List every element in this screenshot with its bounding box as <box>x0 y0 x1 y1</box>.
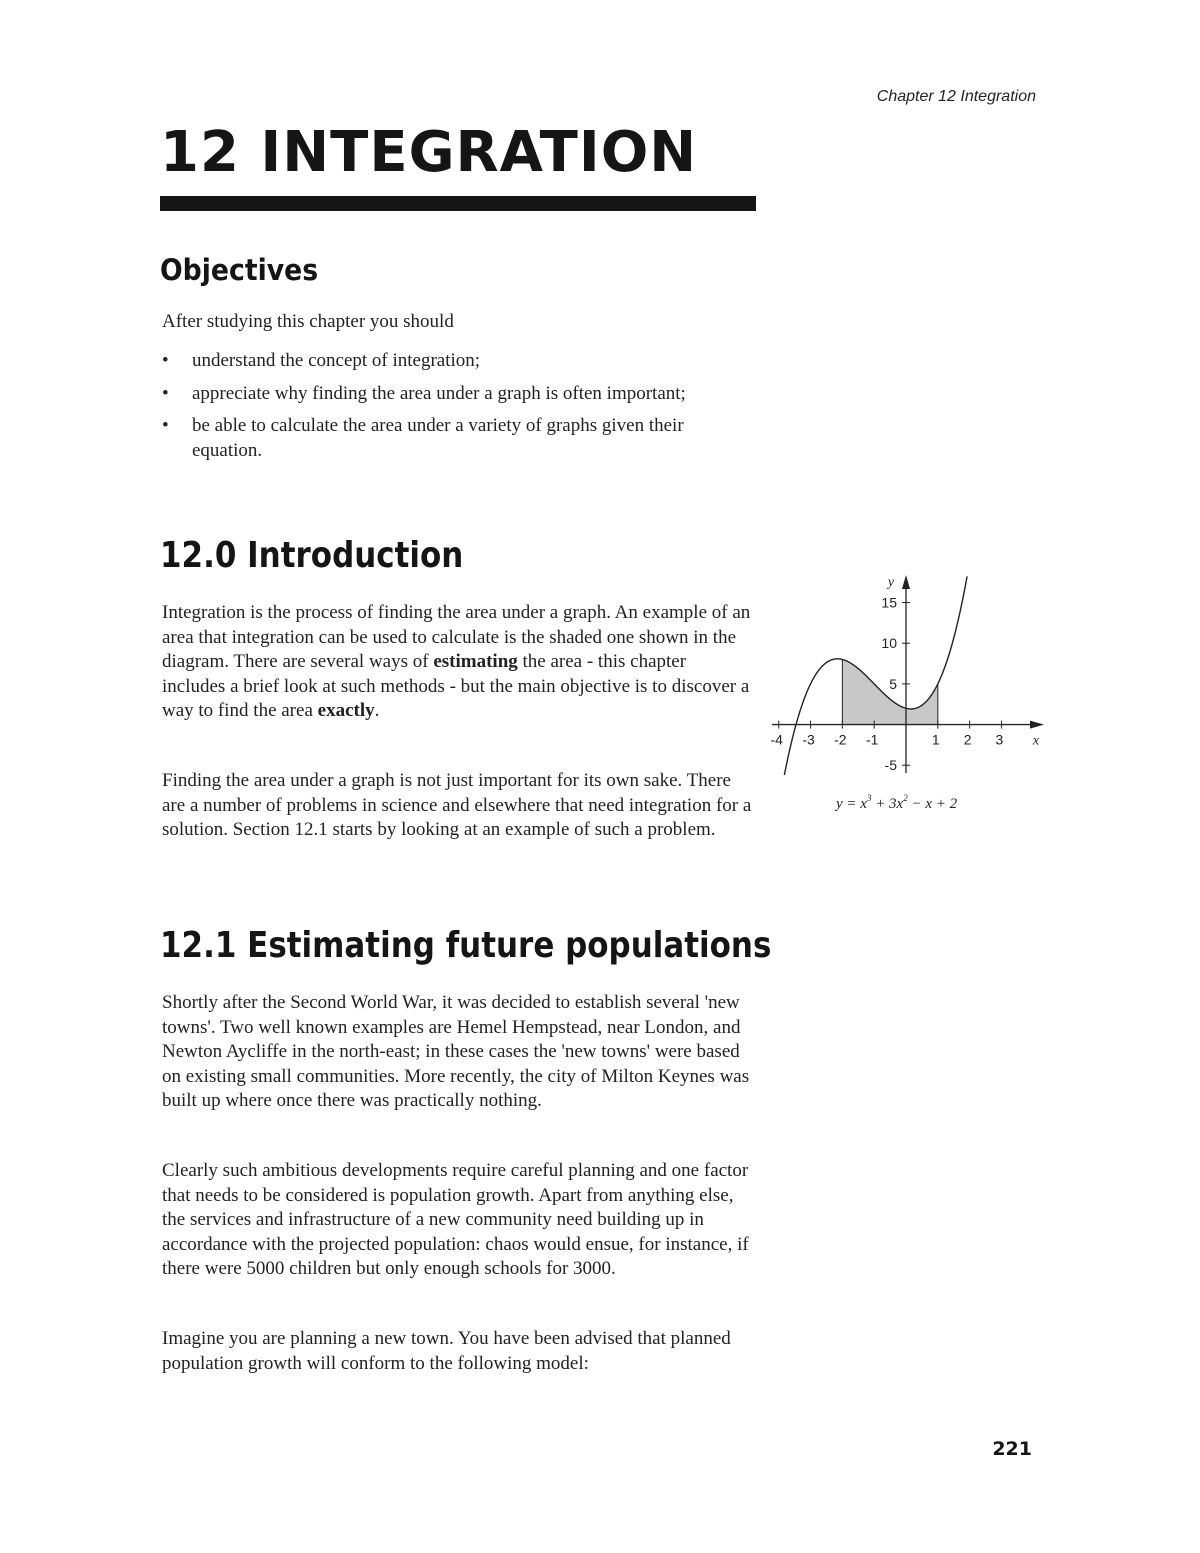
cubic-graph <box>766 570 1046 775</box>
populations-paragraph-1: Shortly after the Second World War, it was decided to establish several 'new towns'. Two well known examples are Hemel Hempstead, near London, and Newton Aycliffe in the north-east; in these cases the 'new towns' were based on existing small communities. More recently, the city of Milton Keynes was built up where once there was practically nothing. <box>162 992 750 1111</box>
running-head: Chapter 12 Integration <box>876 88 1036 105</box>
y-tick-label: 15 <box>881 594 897 611</box>
bullet-icon: • <box>162 382 169 404</box>
populations-paragraph-3: Imagine you are planning a new town. You have been advised that planned population growth will conform to the following model: <box>162 1328 731 1374</box>
bullet-icon: • <box>162 415 169 436</box>
objective-item: • appreciate why finding the area under a graph is often important; <box>162 382 742 407</box>
x-tick-label: 3 <box>995 731 1004 748</box>
y-axis-arrow-icon <box>902 575 910 589</box>
objectives-heading: Objectives <box>160 253 319 287</box>
y-tick-label: -5 <box>884 757 897 774</box>
graph-caption: $y = x^3 + 3x^2 - x + 2$ <box>836 793 958 812</box>
x-axis-label: x <box>1032 733 1040 749</box>
x-tick-label: 2 <box>963 731 972 748</box>
x-tick-label: -3 <box>802 731 815 748</box>
emphasis-estimating: estimating <box>433 651 518 672</box>
objective-item: • be able to calculate the area under a variety of graphs given their equation. <box>162 415 684 461</box>
y-tick-label: 5 <box>889 675 897 692</box>
y-axis-label: y <box>887 575 895 590</box>
bullet-icon: • <box>162 350 169 371</box>
introduction-paragraph-2: Finding the area under a graph is not just important for its own sake. There are a number of problems in science and elsewhere that need integration for a solution. Section 12.1 starts by looking at an example of such a problem. <box>162 770 752 840</box>
page-number: 221 <box>992 1438 1032 1460</box>
shaded-area <box>842 659 937 724</box>
objectives-intro: After studying this chapter you should <box>162 311 454 332</box>
x-tick-label: -1 <box>865 731 879 748</box>
introduction-paragraph-1: Integration is the process of finding the area under a graph. An example of an area that integration can be used to calculate is the shaded one shown in the diagram. There are several ways of estimating the area - this chapter includes a brief look at such methods - but the main objective is to discover a way to find the area exactly. <box>162 602 751 721</box>
populations-heading: 12.1 Estimating future populations <box>160 925 772 966</box>
y-tick-label: 10 <box>881 635 897 652</box>
objective-item: • understand the concept of integration; <box>162 349 742 374</box>
x-tick-label: -4 <box>770 731 783 748</box>
introduction-heading: 12.0 Introduction <box>160 535 464 576</box>
populations-paragraph-2: Clearly such ambitious developments require careful planning and one factor that needs to be considered is population growth. Apart from anything else, the services and infrastructure of a new community need building up in accordance with the projected population: chaos would ensue, for instance, if there were 5000 children but only enough schools for 3000. <box>162 1160 749 1279</box>
title-rule <box>160 196 756 211</box>
x-tick-label: 1 <box>931 731 940 748</box>
objectives-list <box>162 349 742 471</box>
chapter-title: 12 INTEGRATION <box>160 120 698 185</box>
emphasis-exactly: exactly <box>317 700 375 721</box>
x-axis-arrow-icon <box>1030 721 1044 729</box>
x-tick-label: -2 <box>834 731 847 748</box>
